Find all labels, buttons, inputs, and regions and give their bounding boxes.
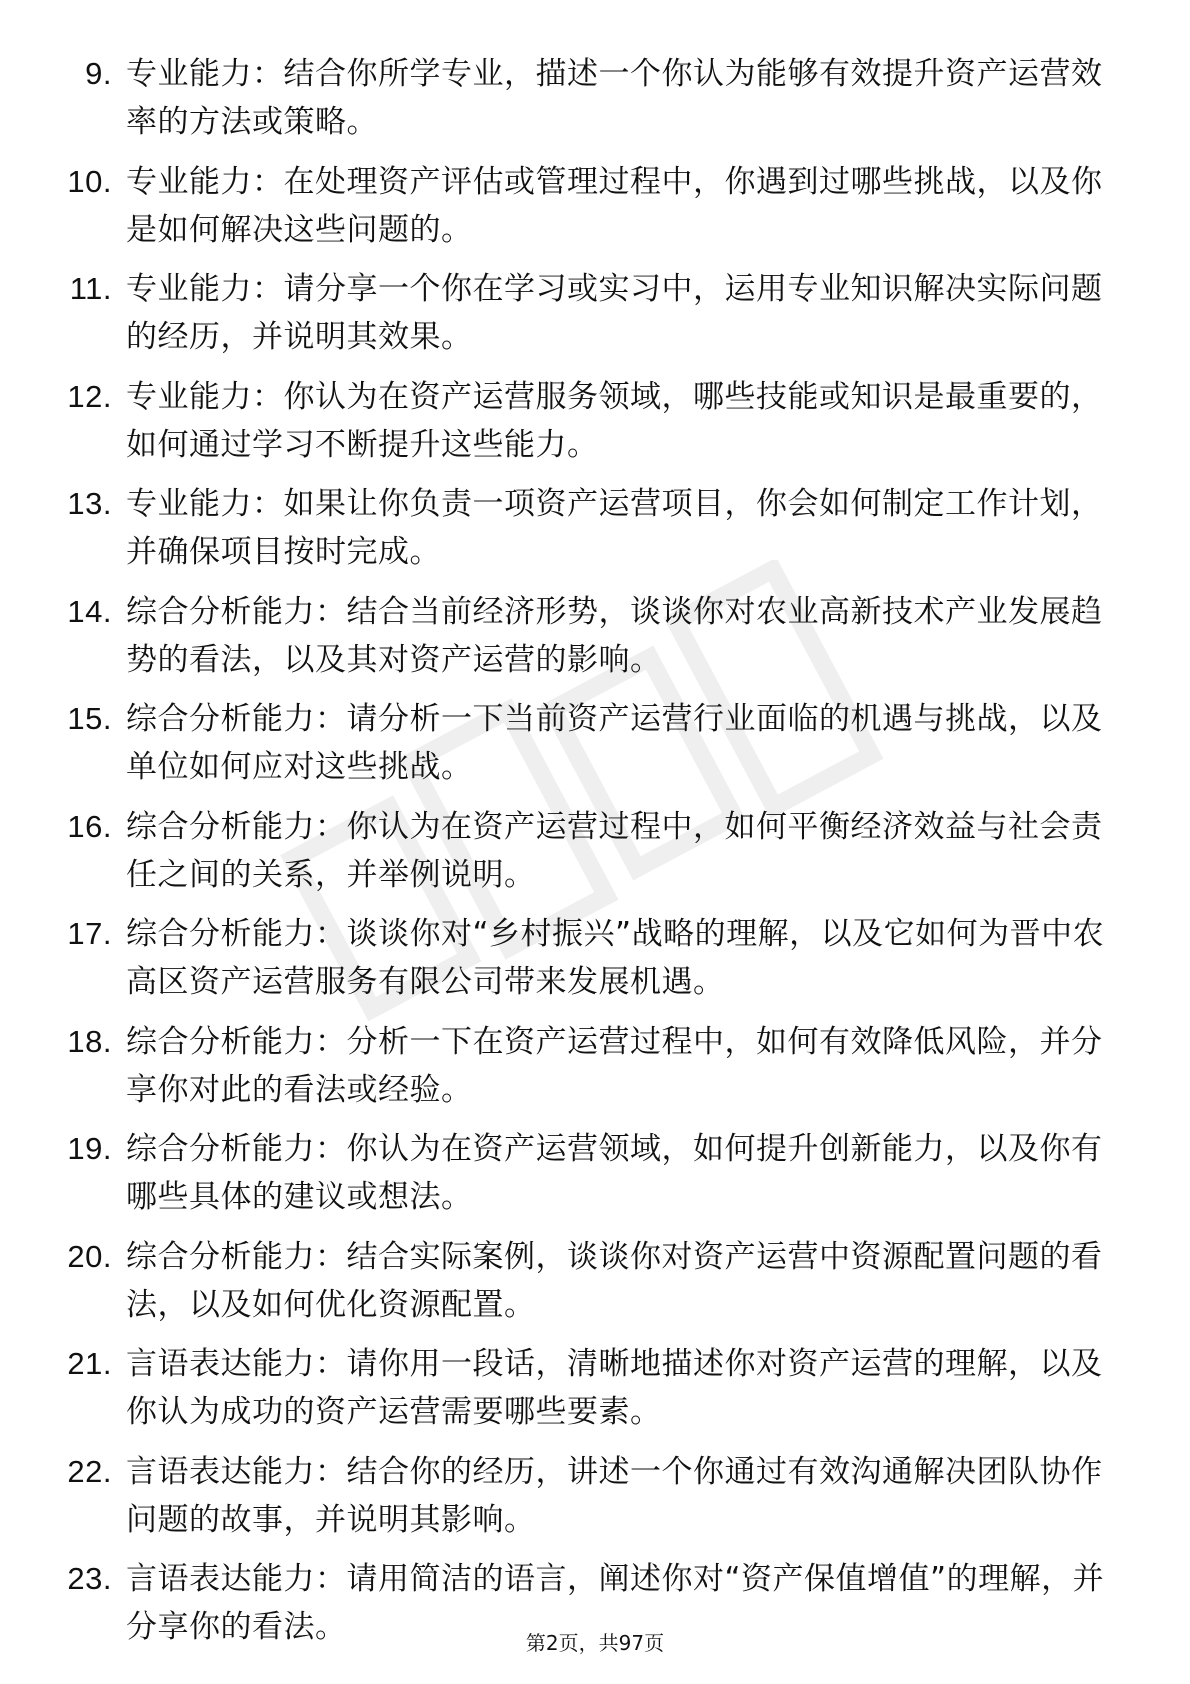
question-number: 18. (67, 1023, 112, 1059)
list-item (58, 1125, 1118, 1221)
list-item (58, 803, 1118, 899)
question-text: 言语表达能力：请你用一段话，清晰地描述你对资产运营的理解，以及你认为成功的资产运营需要哪些要素。 (126, 1346, 1103, 1430)
question-number: 11. (69, 271, 112, 306)
list-item (58, 588, 1118, 684)
page-number-label: 第2页，共97页 (525, 1631, 665, 1655)
question-number: 19. (67, 1131, 112, 1166)
list-item (58, 1340, 1118, 1436)
question-number: 21. (67, 1346, 112, 1381)
question-text: 综合分析能力：你认为在资产运营过程中，如何平衡经济效益与社会责任之间的关系，并举例说明。 (126, 808, 1103, 893)
question-number: 20. (67, 1238, 112, 1274)
list-item (58, 480, 1118, 576)
question-number: 14. (67, 593, 112, 629)
list-item (58, 158, 1118, 254)
list-item (58, 373, 1118, 469)
list-item (58, 265, 1118, 361)
question-number: 9. (85, 56, 112, 91)
question-text: 综合分析能力：结合实际案例，谈谈你对资产运营中资源配置问题的看法，以及如何优化资源配置。 (126, 1238, 1103, 1323)
list-item (58, 1233, 1118, 1329)
question-number: 15. (67, 701, 112, 736)
question-text: 专业能力：请分享一个你在学习或实习中，运用专业知识解决实际问题的经历，并说明其效果。 (126, 271, 1103, 355)
list-item (58, 910, 1118, 1006)
question-text: 综合分析能力：你认为在资产运营领域，如何提升创新能力，以及你有哪些具体的建议或想法。 (126, 1131, 1103, 1215)
question-number: 16. (67, 808, 112, 844)
question-text: 专业能力：结合你所学专业，描述一个你认为能够有效提升资产运营效率的方法或策略。 (126, 56, 1103, 140)
question-text: 专业能力：如果让你负责一项资产运营项目，你会如何制定工作计划，并确保项目按时完成。 (126, 486, 1103, 570)
list-item (58, 50, 1118, 146)
list-item (58, 1018, 1118, 1114)
question-text: 言语表达能力：请用简洁的语言，阐述你对“资产保值增值”的理解，并分享你的看法。 (126, 1561, 1105, 1645)
question-number: 12. (67, 378, 112, 414)
question-text: 综合分析能力：谈谈你对“乡村振兴”战略的理解，以及它如何为晋中农高区资产运营服务有限公司带来发展机遇。 (126, 916, 1105, 1000)
page-footer (0, 1629, 1190, 1657)
question-number: 22. (67, 1453, 112, 1489)
question-text: 专业能力：你认为在资产运营服务领域，哪些技能或知识是最重要的，如何通过学习不断提升这些能力。 (126, 378, 1103, 463)
question-text: 综合分析能力：结合当前经济形势，谈谈你对农业高新技术产业发展趋势的看法，以及其对资产运营的影响。 (126, 593, 1103, 678)
list-item (58, 695, 1118, 791)
question-text: 专业能力：在处理资产评估或管理过程中，你遇到过哪些挑战，以及你是如何解决这些问题的。 (126, 163, 1103, 248)
question-list (58, 50, 1118, 1663)
question-number: 17. (67, 916, 112, 951)
question-number: 23. (67, 1561, 112, 1596)
list-item (58, 1448, 1118, 1544)
question-number: 13. (67, 486, 112, 521)
question-number: 10. (67, 163, 112, 199)
question-text: 综合分析能力：分析一下在资产运营过程中，如何有效降低风险，并分享你对此的看法或经验。 (126, 1023, 1103, 1108)
question-text: 言语表达能力：结合你的经历，讲述一个你通过有效沟通解决团队协作问题的故事，并说明其影响。 (126, 1453, 1103, 1538)
question-text: 综合分析能力：请分析一下当前资产运营行业面临的机遇与挑战，以及单位如何应对这些挑战。 (126, 701, 1103, 785)
